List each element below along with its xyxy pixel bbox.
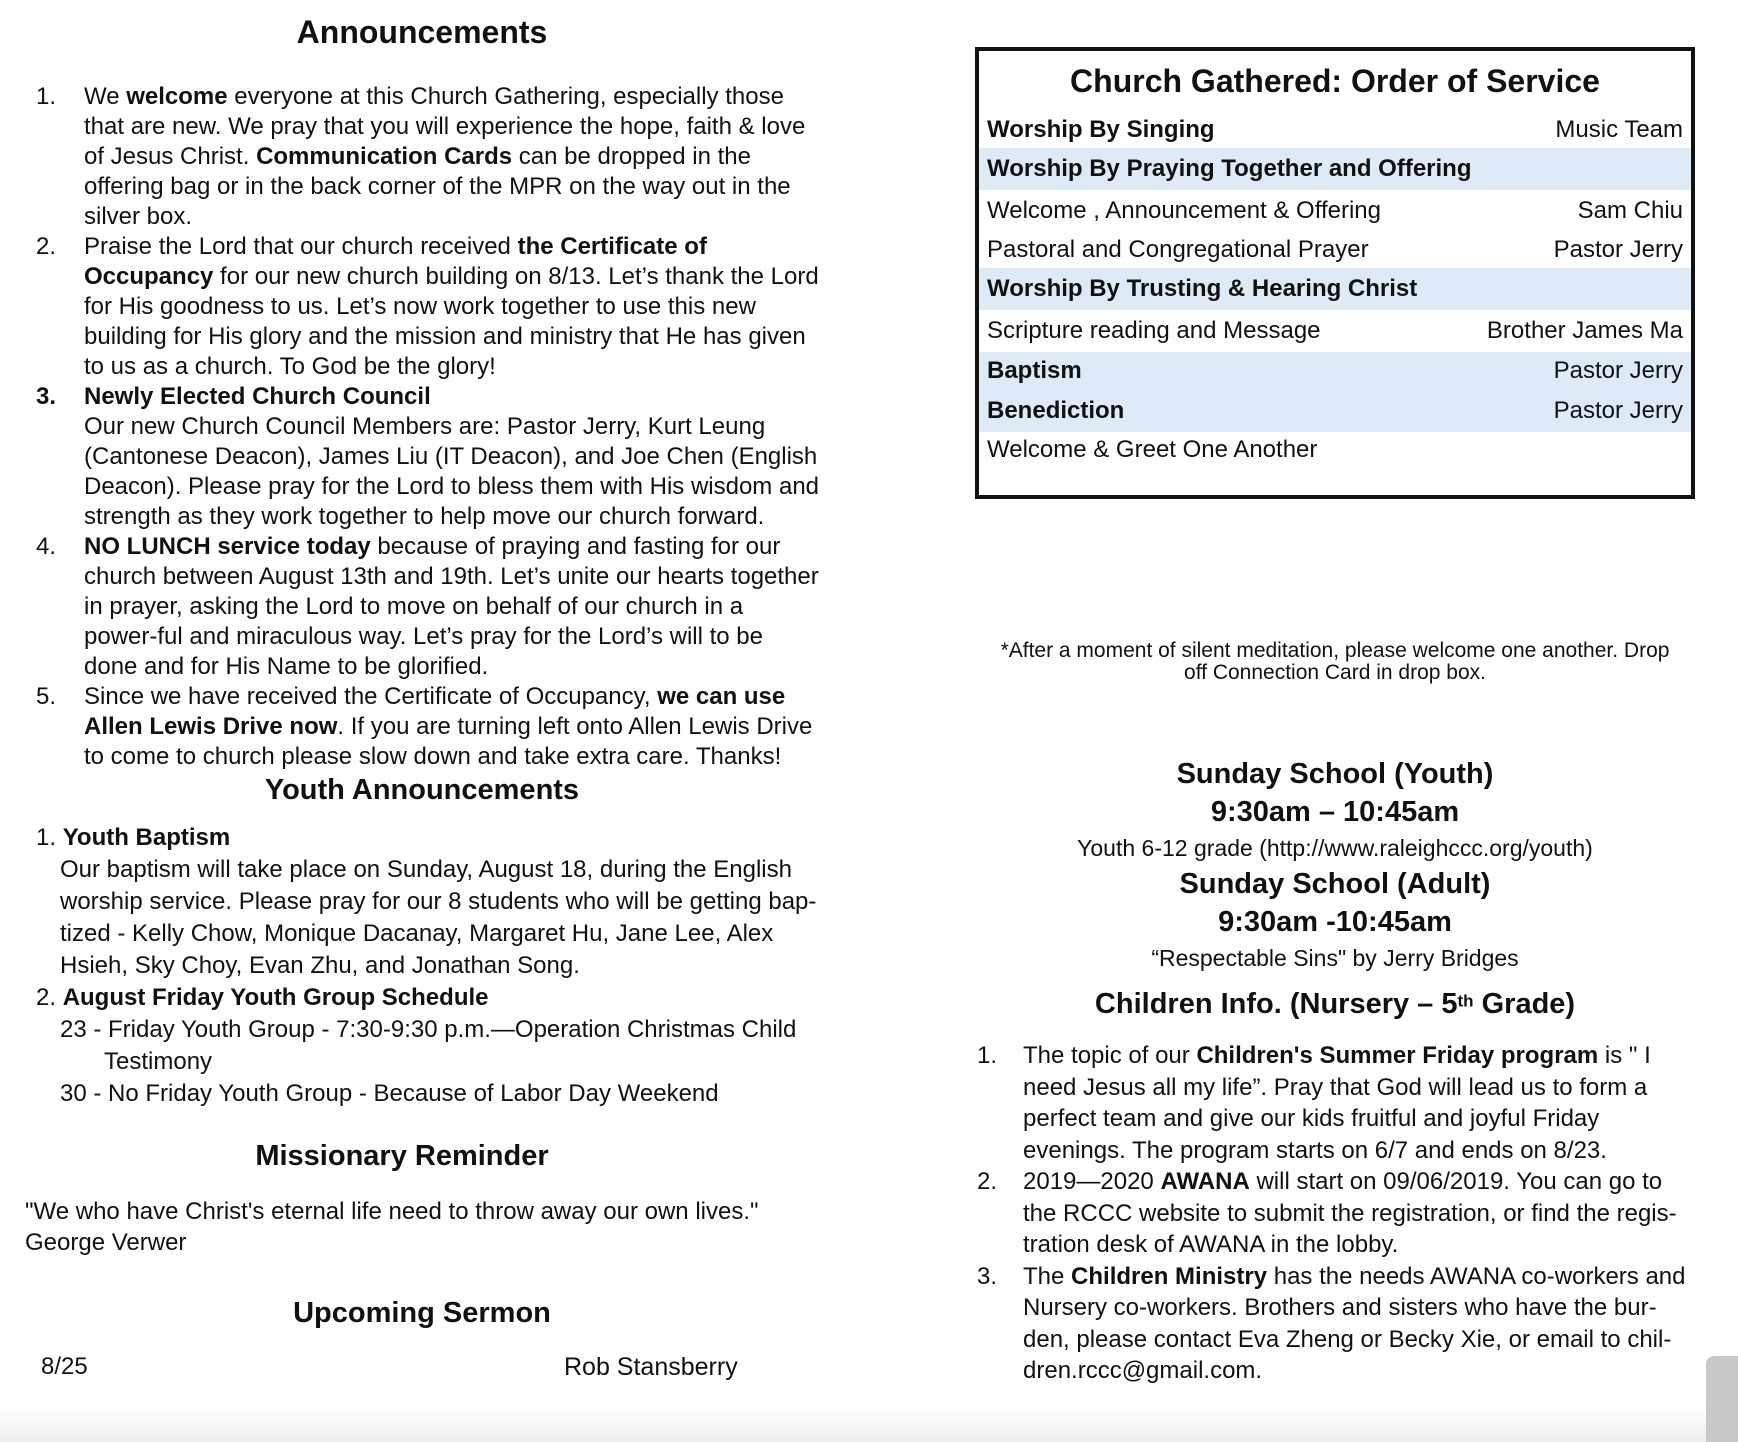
list-number: 2.	[977, 1168, 998, 1195]
text-run: will start on 09/06/2019. You can go to the RCCC website to submit the registration, or find the regis-tration desk of AWANA in the lobby.	[1023, 1168, 1677, 1258]
text-run: AWANA	[1160, 1168, 1250, 1195]
service-leader: Pastor Jerry	[1553, 236, 1683, 263]
text-run: everyone at this Church Gathering, especially those that are new. We pray that you will experience the hope, faith & love of Jesus Christ.	[84, 83, 806, 170]
scrollbar-thumb[interactable]	[1706, 1356, 1738, 1442]
text-run: We	[84, 83, 127, 110]
service-leader: Brother James Ma	[1486, 317, 1683, 344]
sunday-school-youth-info: Youth 6-12 grade (http://www.raleighccc.org/youth)	[1077, 835, 1593, 861]
children-item-1	[975, 1040, 1695, 1166]
text-run: we can use Allen Lewis Drive now	[84, 683, 786, 740]
service-row	[979, 268, 1691, 310]
sunday-school-adult-time: 9:30am -10:45am	[1218, 906, 1452, 938]
service-row	[979, 148, 1691, 190]
service-leader: Sam Chiu	[1577, 197, 1683, 224]
text-run: Since we have received the Certificate of Occupancy,	[84, 683, 658, 710]
order-of-service-rows	[979, 111, 1691, 468]
service-item: Benediction	[987, 397, 1125, 424]
sunday-school-adult-info: “Respectable Sins" by Jerry Bridges	[1151, 945, 1519, 971]
list-number: 3.	[36, 383, 57, 410]
announcement-item-5	[22, 682, 822, 772]
service-item: Baptism	[987, 357, 1082, 384]
order-of-service-box	[975, 47, 1695, 499]
children-info-title: Children Info. (Nursery – 5th Grade)	[1094, 988, 1576, 1020]
sermon-date: 8/25	[41, 1353, 88, 1380]
service-row	[979, 232, 1691, 268]
list-number: 3.	[977, 1262, 998, 1290]
text-run: the Certificate of Occupancy	[84, 233, 707, 290]
announcement-item-3	[22, 382, 822, 532]
children-item-3	[975, 1261, 1695, 1387]
service-item: Worship By Praying Together and Offering	[987, 155, 1472, 182]
service-item: Pastoral and Congregational Prayer	[987, 236, 1369, 263]
announcement-item-4	[22, 532, 822, 682]
service-item: Worship By Singing	[987, 115, 1215, 143]
announcement-item-2	[22, 232, 822, 382]
service-row	[979, 432, 1691, 468]
youth-item-2-head: 2. August Friday Youth Group Schedule	[36, 984, 489, 1011]
youth-schedule-line-1: 23 - Friday Youth Group - 7:30-9:30 p.m.—Operation Christmas Child	[60, 1016, 797, 1043]
order-of-service-title: Church Gathered: Order of Service	[1070, 63, 1600, 99]
text-run: Our new Church Council Members are: Pastor Jerry, Kurt Leung (Cantonese Deacon), James Liu (IT Deacon), and Joe Chen (English Deacon). Please pray for the Lord to bless them with His wisdom and strength as they work together to help move our church forward.	[84, 413, 820, 530]
upcoming-sermon-title: Upcoming Sermon	[293, 1297, 551, 1329]
missionary-quote-author: George Verwer	[25, 1229, 187, 1256]
text-run: Children's Summer Friday program	[1196, 1042, 1599, 1069]
text-run: welcome	[126, 83, 228, 110]
list-number: 5.	[36, 683, 57, 710]
service-item: Scripture reading and Message	[987, 317, 1321, 344]
sunday-school-youth-title: Sunday School (Youth)	[1176, 758, 1494, 790]
bottom-fade	[0, 1406, 1738, 1442]
list-number: 1.	[977, 1042, 998, 1069]
youth-announcements-title: Youth Announcements	[264, 774, 580, 806]
text-run: Communication Cards	[256, 143, 513, 170]
service-row	[979, 390, 1691, 432]
text-run: The topic of our	[1023, 1042, 1197, 1069]
service-item: Welcome , Announcement & Offering	[987, 197, 1381, 224]
text-run: is " I need Jesus all my life”. Pray that God will lead us to form a perfect team and give our kids fruitful and joyful Friday evenings. The program starts on 6/7 and ends on 8/23.	[1023, 1042, 1651, 1164]
service-row	[979, 190, 1691, 232]
youth-item-1-head: 1. Youth Baptism	[36, 824, 231, 851]
text-run: Children Ministry	[1071, 1262, 1268, 1290]
service-leader: Pastor Jerry	[1553, 397, 1683, 424]
youth-schedule-line-1-cont: Testimony	[104, 1048, 213, 1075]
text-run: Praise the Lord that our church received	[84, 233, 518, 260]
list-number: 2.	[36, 233, 57, 260]
text-run: NO LUNCH service today	[84, 533, 371, 560]
service-leader: Pastor Jerry	[1553, 357, 1683, 384]
sunday-school-youth	[975, 755, 1695, 975]
text-run: can be dropped in the offering bag or in the back corner of the MPR on the way out in the silver box.	[84, 143, 791, 230]
service-item: Worship By Trusting & Hearing Christ	[987, 275, 1418, 302]
list-number: 4.	[36, 533, 57, 560]
text-run: 2019—2020	[1023, 1168, 1161, 1195]
youth-announcements-list	[36, 822, 836, 1110]
service-row	[979, 352, 1691, 390]
missionary-reminder-title: Missionary Reminder	[255, 1140, 549, 1172]
text-run: The	[1023, 1262, 1072, 1290]
list-number: 1.	[36, 83, 57, 110]
text-run: because of praying and fasting for our church between August 13th and 19th. Let’s unite our hearts together in prayer, asking the Lord to move on behalf of our church in a power-ful and miraculous way. Let’s pray for the Lord’s will to be done and for His Name to be glorified.	[84, 533, 819, 680]
youth-item-1-body: Our baptism will take place on Sunday, August 18, during the English worship service. Please pray for our 8 students who will be getting bap-tized - Kelly Chow, Monique Dacanay, Margaret Hu, Jane Lee, Alex Hsieh, Sky Choy, Evan Zhu, and Jonathan Song.	[60, 856, 817, 979]
announcements-list	[22, 82, 822, 772]
children-info-list	[975, 1040, 1695, 1387]
text-run: has the needs AWANA co-workers and Nursery co-workers. Brothers and sisters who have the bur-den, please contact Eva Zheng or Becky Xie, or email to chil-dren.rccc@gmail.com.	[1023, 1262, 1686, 1384]
text-run: . If you are turning left onto Allen Lewis Drive to come to church please slow down and take extra care. Thanks!	[84, 713, 813, 770]
sunday-school-youth-time: 9:30am – 10:45am	[1210, 796, 1460, 828]
text-run: Newly Elected Church Council	[84, 383, 431, 410]
youth-schedule-line-2: 30 - No Friday Youth Group - Because of Labor Day Weekend	[60, 1080, 719, 1107]
service-leader: Music Team	[1555, 115, 1683, 143]
service-row	[979, 111, 1691, 148]
announcements-title: Announcements	[296, 14, 548, 50]
meditation-note: *After a moment of silent meditation, please welcome one another. Drop off Connection Card in drop box.	[1000, 639, 1670, 684]
sunday-school-adult-title: Sunday School (Adult)	[1179, 868, 1491, 900]
sermon-speaker: Rob Stansberry	[564, 1353, 738, 1381]
text-run: for our new church building on 8/13. Let’s thank the Lord for His goodness to us. Let’s now work together to use this new building for His glory and the mission and ministry that He has given to us as a church. To God be the glory!	[84, 263, 819, 380]
service-item: Welcome & Greet One Another	[987, 436, 1318, 463]
announcement-item-1	[22, 82, 822, 232]
missionary-quote: "We who have Christ's eternal life need to throw away our own lives." George Verwer	[25, 1196, 825, 1258]
service-row	[979, 310, 1691, 352]
children-item-2	[975, 1166, 1695, 1261]
